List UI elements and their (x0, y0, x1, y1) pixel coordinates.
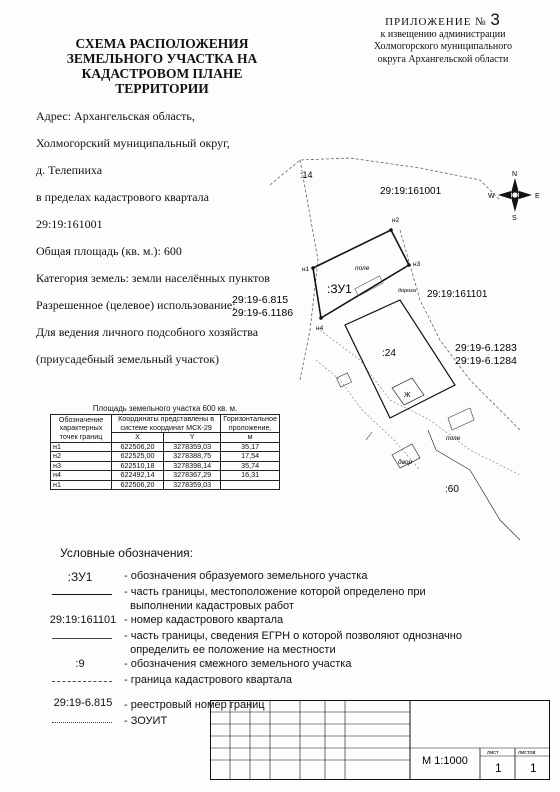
table-row (51, 480, 280, 490)
road-label: дорога (398, 288, 416, 294)
legend-desc-dashed-line: - граница кадастрового квартала (124, 674, 293, 686)
quarter-number: 29:19:161001 (36, 216, 103, 231)
cell-x: 622506,20 (112, 480, 164, 490)
plot-zu1-boundary (313, 230, 409, 318)
table-caption: Площадь земельного участка 600 кв. м. (92, 404, 238, 413)
legend-desc-thin-line: - часть границы, сведения ЕГРН о которой позволяют однозначно определить ее положение на местности (124, 630, 462, 656)
quarter-label-right: 29:19:161101 (427, 289, 488, 300)
coordinates-table (50, 404, 280, 490)
header-distance: Горизонтальное проложение, (221, 415, 280, 433)
yard-label: двор (398, 459, 413, 466)
cell-y: 3278398,14 (163, 461, 220, 471)
label-14: :14 (300, 170, 313, 180)
legend-symbol-registry: 29:19-6.815 (53, 697, 113, 709)
legend-symbol-dashed-line (52, 681, 112, 682)
address-line4: в пределах кадастрового квартала (36, 189, 209, 204)
cell-x: 622492,14 (112, 471, 164, 481)
compass-n: N (512, 171, 518, 178)
appendix-line1: к извещению администрации (380, 28, 506, 40)
field-label: поле (355, 265, 370, 272)
label-n2: н2 (392, 217, 400, 224)
cell-point: н1 (51, 442, 112, 452)
registry-label-2b: 29:19-6.1284 (455, 355, 517, 367)
table-row (51, 471, 280, 481)
cell-x: 622525,00 (112, 452, 164, 462)
plot-label-24: :24 (382, 348, 396, 359)
road-sign (355, 276, 383, 296)
label-n4: н4 (316, 325, 324, 332)
label-n1: н1 (302, 266, 310, 273)
registry-label-2a: 29:19-6.1283 (455, 342, 517, 354)
legend-desc-plot: - обозначения образуемого земельного участка (124, 570, 368, 582)
address-line2: Холмогорский муниципальный округ, (36, 135, 230, 150)
compass-icon (498, 178, 532, 212)
legend-symbol-thin-line (52, 638, 112, 639)
header-points: Обозначение характерных точек границ (51, 415, 112, 443)
sheet-number: 1 (495, 761, 502, 775)
cell-distance (221, 480, 280, 490)
sheet-label: лист (487, 750, 499, 756)
legend-desc-solid-line: - часть границы, местоположение которой определено при выполнении кадастровых работ (124, 586, 426, 612)
cell-distance: 35,17 (221, 442, 280, 452)
cell-distance: 16,31 (221, 471, 280, 481)
fence-line (428, 430, 520, 540)
usage-line2: (приусадебный земельный участок) (36, 351, 220, 366)
point-n3 (407, 263, 411, 267)
legend-symbol-quarter: 29:19:161101 (49, 614, 117, 626)
legend-desc-adjacent: - обозначения смежного земельного участка (124, 658, 352, 670)
plot-label-60: :60 (445, 484, 459, 495)
quarter-label-top: 29:19:161001 (380, 186, 442, 197)
title-line3: КАДАСТРОВОМ ПЛАНЕ (81, 66, 243, 81)
legend-desc-zouit: - ЗОУИТ (124, 715, 168, 727)
house-label: Ж (404, 392, 411, 399)
zouit-line-2 (316, 360, 420, 470)
appendix-number: 3 (490, 10, 501, 29)
title-line4: ТЕРРИТОРИИ (115, 81, 209, 96)
compass-e: E (535, 193, 540, 200)
point-n4 (319, 316, 323, 320)
appendix-title: ПРИЛОЖЕНИЕ № (385, 16, 487, 28)
header-coords: Координаты представлены в системе координат МСК-29 (112, 415, 221, 433)
compass-s: S (512, 215, 517, 222)
plot-24-boundary (345, 300, 455, 418)
field2-label: поле (446, 435, 461, 442)
cell-point: н3 (51, 461, 112, 471)
legend-symbol-dotted-line (52, 722, 112, 723)
quarter-boundary-right (400, 230, 520, 430)
title-line1: СХЕМА РАСПОЛОЖЕНИЯ (75, 36, 249, 51)
legend-symbol-plot: :ЗУ1 (67, 570, 93, 584)
legend-desc-registry: - реестровый номер границ (124, 699, 265, 711)
header-x: X (112, 433, 164, 443)
appendix-line2: Холмогорского муниципального (373, 41, 513, 52)
usage-line1: Для ведения личного подсобного хозяйства (36, 324, 259, 339)
address-line1: Адрес: Архангельская область, (36, 108, 195, 123)
title-line2: ЗЕМЕЛЬНОГО УЧАСТКА НА (66, 51, 258, 66)
registry-label-1a: 29:19-6.815 (232, 294, 289, 306)
cell-y: 3278388,75 (163, 452, 220, 462)
cell-point: н4 (51, 471, 112, 481)
header-m: м (221, 433, 280, 443)
cell-distance: 17,54 (221, 452, 280, 462)
point-n2 (389, 228, 393, 232)
legend-desc-quarter: - номер кадастрового квартала (124, 614, 284, 626)
legend-symbol-solid-line (52, 594, 112, 595)
cell-y: 3278359,03 (163, 442, 220, 452)
usage-label: Разрешенное (целевое) использование: (36, 297, 236, 312)
land-category: Категория земель: земли населённых пунктов (36, 270, 270, 285)
cell-point: н2 (51, 452, 112, 462)
label-n3: н3 (413, 261, 421, 268)
plot-label-zu1: :ЗУ1 (327, 282, 352, 296)
compass-w: W (488, 193, 495, 200)
small-building (448, 408, 474, 430)
legend-title: Условные обозначения: (60, 546, 193, 560)
address-line3: д. Телепниха (36, 162, 103, 177)
header-y: Y (163, 433, 220, 443)
registry-label-1b: 29:19-6.1186 (232, 307, 294, 319)
cell-point: н1 (51, 480, 112, 490)
tick-mark (366, 432, 372, 440)
cell-y: 3278367,29 (163, 471, 220, 481)
cell-y: 3278359,03 (163, 480, 220, 490)
table-row (51, 452, 280, 462)
sheets-label: листов (518, 750, 536, 756)
cell-distance: 35,74 (221, 461, 280, 471)
table-header-row (51, 415, 280, 433)
scale-text: М 1:1000 (422, 755, 468, 767)
plot-area: Общая площадь (кв. м.): 600 (36, 243, 182, 258)
cell-x: 622510,18 (112, 461, 164, 471)
point-n1 (311, 266, 315, 270)
title-block-stamp (210, 700, 550, 780)
legend-symbol-adjacent: :9 (75, 658, 85, 670)
cell-x: 622506,20 (112, 442, 164, 452)
sheets-count: 1 (530, 761, 537, 775)
appendix-line3: округа Архангельской области (377, 53, 509, 65)
